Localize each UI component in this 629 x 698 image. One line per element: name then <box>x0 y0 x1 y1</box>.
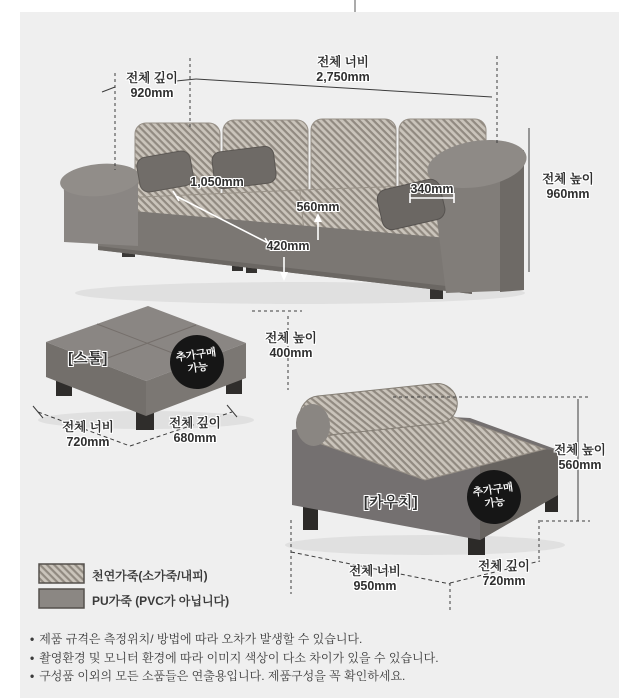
sofa-total-height-label: 전체 높이 960mm <box>542 172 594 201</box>
sofa-seat-width-label: 1,050mm <box>190 175 244 189</box>
legend-fabric-swatch <box>39 564 84 583</box>
couch-figure <box>292 382 558 555</box>
legend-natural-leather-label: 천연가죽(소가죽/내피) <box>92 569 208 583</box>
stool-extra-purchase-badge: 추가구매 가능 <box>167 332 228 393</box>
note-bullet: • <box>30 651 35 665</box>
legend-pu-swatch <box>39 589 84 608</box>
legend-pu-leather-label: PU가죽 (PVC가 아닙니다) <box>92 594 230 608</box>
note-props-staging: • 구성품 이외의 모든 소품들은 연출용입니다. 제품구성을 꼭 확인하세요. <box>30 669 406 683</box>
couch-total-width-label: 전체 너비 950mm <box>349 564 401 593</box>
couch-total-depth-label: 전체 깊이 720mm <box>478 559 530 588</box>
couch-total-height-label: 전체 높이 560mm <box>554 443 606 472</box>
couch-extra-purchase-badge: 추가구매 가능 <box>464 467 525 528</box>
note-measurement-tolerance: • 제품 규격은 측정위치/ 방법에 따라 오차가 발생할 수 있습니다. <box>30 632 363 646</box>
stool-total-depth-label: 전체 깊이 680mm <box>169 416 221 445</box>
stool-tag: [스툴] <box>68 351 108 367</box>
stool-total-width-label: 전체 너비 720mm <box>62 420 114 449</box>
sofa-seat-height-label: 420mm <box>266 239 310 253</box>
couch-tag: [카우치] <box>363 495 419 511</box>
note-bullet: • <box>30 669 35 683</box>
couch-shadow <box>285 535 565 555</box>
sofa-total-width-label: 전체 너비 2,750mm <box>316 55 370 84</box>
sofa-total-depth-label: 전체 깊이 920mm <box>126 71 178 100</box>
sofa-figure <box>59 119 530 299</box>
sofa-armrest-width-label: 340mm <box>410 182 454 196</box>
sofa-seat-depth-label: 560mm <box>296 200 340 214</box>
note-color-difference: • 촬영환경 및 모니터 환경에 따라 이미지 색상이 다소 차이가 있을 수 있습니다. <box>30 651 439 665</box>
note-bullet: • <box>30 632 35 646</box>
stool-total-height-label: 전체 높이 400mm <box>265 331 317 360</box>
